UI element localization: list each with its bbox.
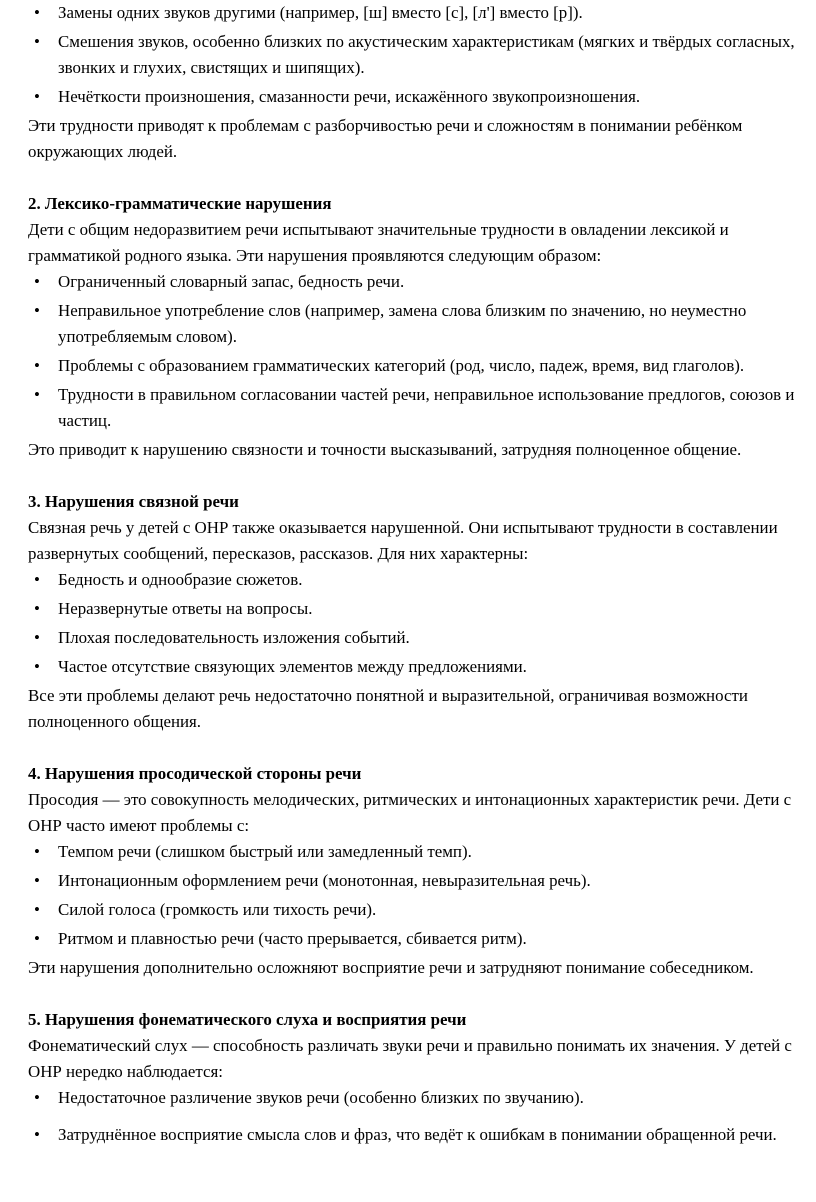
list-item-text: Проблемы с образованием грамматических категорий (род, число, падеж, время, вид глаголов). [58, 356, 745, 375]
list-item-text: Частое отсутствие связующих элементов между предложениями. [58, 657, 527, 676]
section-heading: 3. Нарушения связной речи [28, 492, 239, 511]
section-heading: 5. Нарушения фонематического слуха и восприятия речи [28, 1010, 467, 1029]
list-item [28, 298, 810, 350]
bullet-icon: • [34, 356, 40, 375]
spacer [28, 1114, 810, 1122]
list-item-text: Трудности в правильном согласовании частей речи, неправильное использование предлогов, союзов и частиц. [58, 385, 795, 430]
bullet-icon: • [34, 900, 40, 919]
list-item-text: Плохая последовательность изложения событий. [58, 628, 410, 647]
list-item-text: Замены одних звуков другими (например, [ш] вместо [с], [л'] вместо [р]). [58, 3, 583, 22]
bullet-icon: • [34, 1125, 40, 1144]
section-lexical [28, 191, 810, 489]
list-item [28, 926, 810, 952]
list-item-text: Смешения звуков, особенно близких по акустическим характеристикам (мягких и твёрдых согласных, звонких и глухих, свистящих и шипящих). [58, 32, 795, 77]
list-item-text: Неразвернутые ответы на вопросы. [58, 599, 313, 618]
bullet-icon: • [34, 1088, 40, 1107]
section-coherent [28, 489, 810, 761]
bullet-list [28, 1085, 810, 1148]
list-item [28, 1085, 810, 1111]
bullet-icon: • [34, 32, 40, 51]
bullet-icon: • [34, 87, 40, 106]
list-item [28, 625, 810, 651]
list-item [28, 839, 810, 865]
bullet-icon: • [34, 929, 40, 948]
list-item [28, 1122, 810, 1148]
bullet-icon: • [34, 3, 40, 22]
section-spacer [28, 165, 810, 191]
bullet-icon: • [34, 599, 40, 618]
bullet-icon: • [34, 570, 40, 589]
bullet-list [28, 567, 810, 680]
list-item [28, 353, 810, 379]
section-conclusion: Все эти проблемы делают речь недостаточно понятной и выразительной, ограничивая возможности полноценного общения. [28, 686, 748, 731]
section-conclusion: Эти нарушения дополнительно осложняют восприятие речи и затрудняют понимание собеседником. [28, 958, 754, 977]
list-item [28, 897, 810, 923]
bullet-icon: • [34, 628, 40, 647]
bullet-icon: • [34, 301, 40, 320]
section-phonemic [28, 1007, 810, 1148]
list-item [28, 596, 810, 622]
section-intro: Просодия — это совокупность мелодических, ритмических и интонационных характеристик речи. Дети с ОНР часто имеют проблемы с: [28, 790, 792, 835]
section-intro: Фонематический слух — способность различать звуки речи и правильно понимать их значения. У детей с ОНР нередко наблюдается: [28, 1036, 792, 1081]
section-intro [28, 0, 810, 191]
list-item-text: Силой голоса (громкость или тихость речи). [58, 900, 377, 919]
section-heading: 2. Лексико-грамматические нарушения [28, 194, 332, 213]
bullet-icon: • [34, 842, 40, 861]
list-item-text: Ритмом и плавностью речи (часто прерывается, сбивается ритм). [58, 929, 527, 948]
bullet-list [28, 0, 810, 110]
list-item [28, 567, 810, 593]
bullet-icon: • [34, 272, 40, 291]
list-item-text: Бедность и однообразие сюжетов. [58, 570, 303, 589]
bullet-icon: • [34, 385, 40, 404]
list-item [28, 269, 810, 295]
bullet-list [28, 839, 810, 952]
list-item [28, 868, 810, 894]
section-conclusion: Это приводит к нарушению связности и точности высказываний, затрудняя полноценное общение. [28, 440, 742, 459]
list-item [28, 382, 810, 434]
section-spacer [28, 981, 810, 1007]
list-item [28, 29, 810, 81]
section-prosodic [28, 761, 810, 1007]
list-item [28, 84, 810, 110]
section-conclusion: Эти трудности приводят к проблемам с разборчивостью речи и сложностям в понимании ребёнком окружающих людей. [28, 116, 743, 161]
list-item [28, 654, 810, 680]
list-item-text: Темпом речи (слишком быстрый или замедленный темп). [58, 842, 472, 861]
list-item [28, 0, 810, 26]
list-item-text: Недостаточное различение звуков речи (особенно близких по звучанию). [58, 1088, 584, 1107]
section-spacer [28, 735, 810, 761]
bullet-icon: • [34, 657, 40, 676]
section-heading: 4. Нарушения просодической стороны речи [28, 764, 362, 783]
section-spacer [28, 463, 810, 489]
bullet-icon: • [34, 871, 40, 890]
list-item-text: Неправильное употребление слов (например, замена слова близким по значению, но неуместно употребляемым словом). [58, 301, 747, 346]
list-item-text: Нечёткости произношения, смазанности речи, искажённого звукопроизношения. [58, 87, 641, 106]
list-item-text: Ограниченный словарный запас, бедность речи. [58, 272, 405, 291]
section-intro: Связная речь у детей с ОНР также оказывается нарушенной. Они испытывают трудности в составлении развернутых сообщений, пересказов, рассказов. Для них характерны: [28, 518, 778, 563]
bullet-list [28, 269, 810, 434]
section-intro: Дети с общим недоразвитием речи испытывают значительные трудности в овладении лексикой и грамматикой родного языка. Эти нарушения проявляются следующим образом: [28, 220, 729, 265]
list-item-text: Интонационным оформлением речи (монотонная, невыразительная речь). [58, 871, 591, 890]
list-item-text: Затруднённое восприятие смысла слов и фраз, что ведёт к ошибкам в понимании обращенной речи. [58, 1125, 777, 1144]
